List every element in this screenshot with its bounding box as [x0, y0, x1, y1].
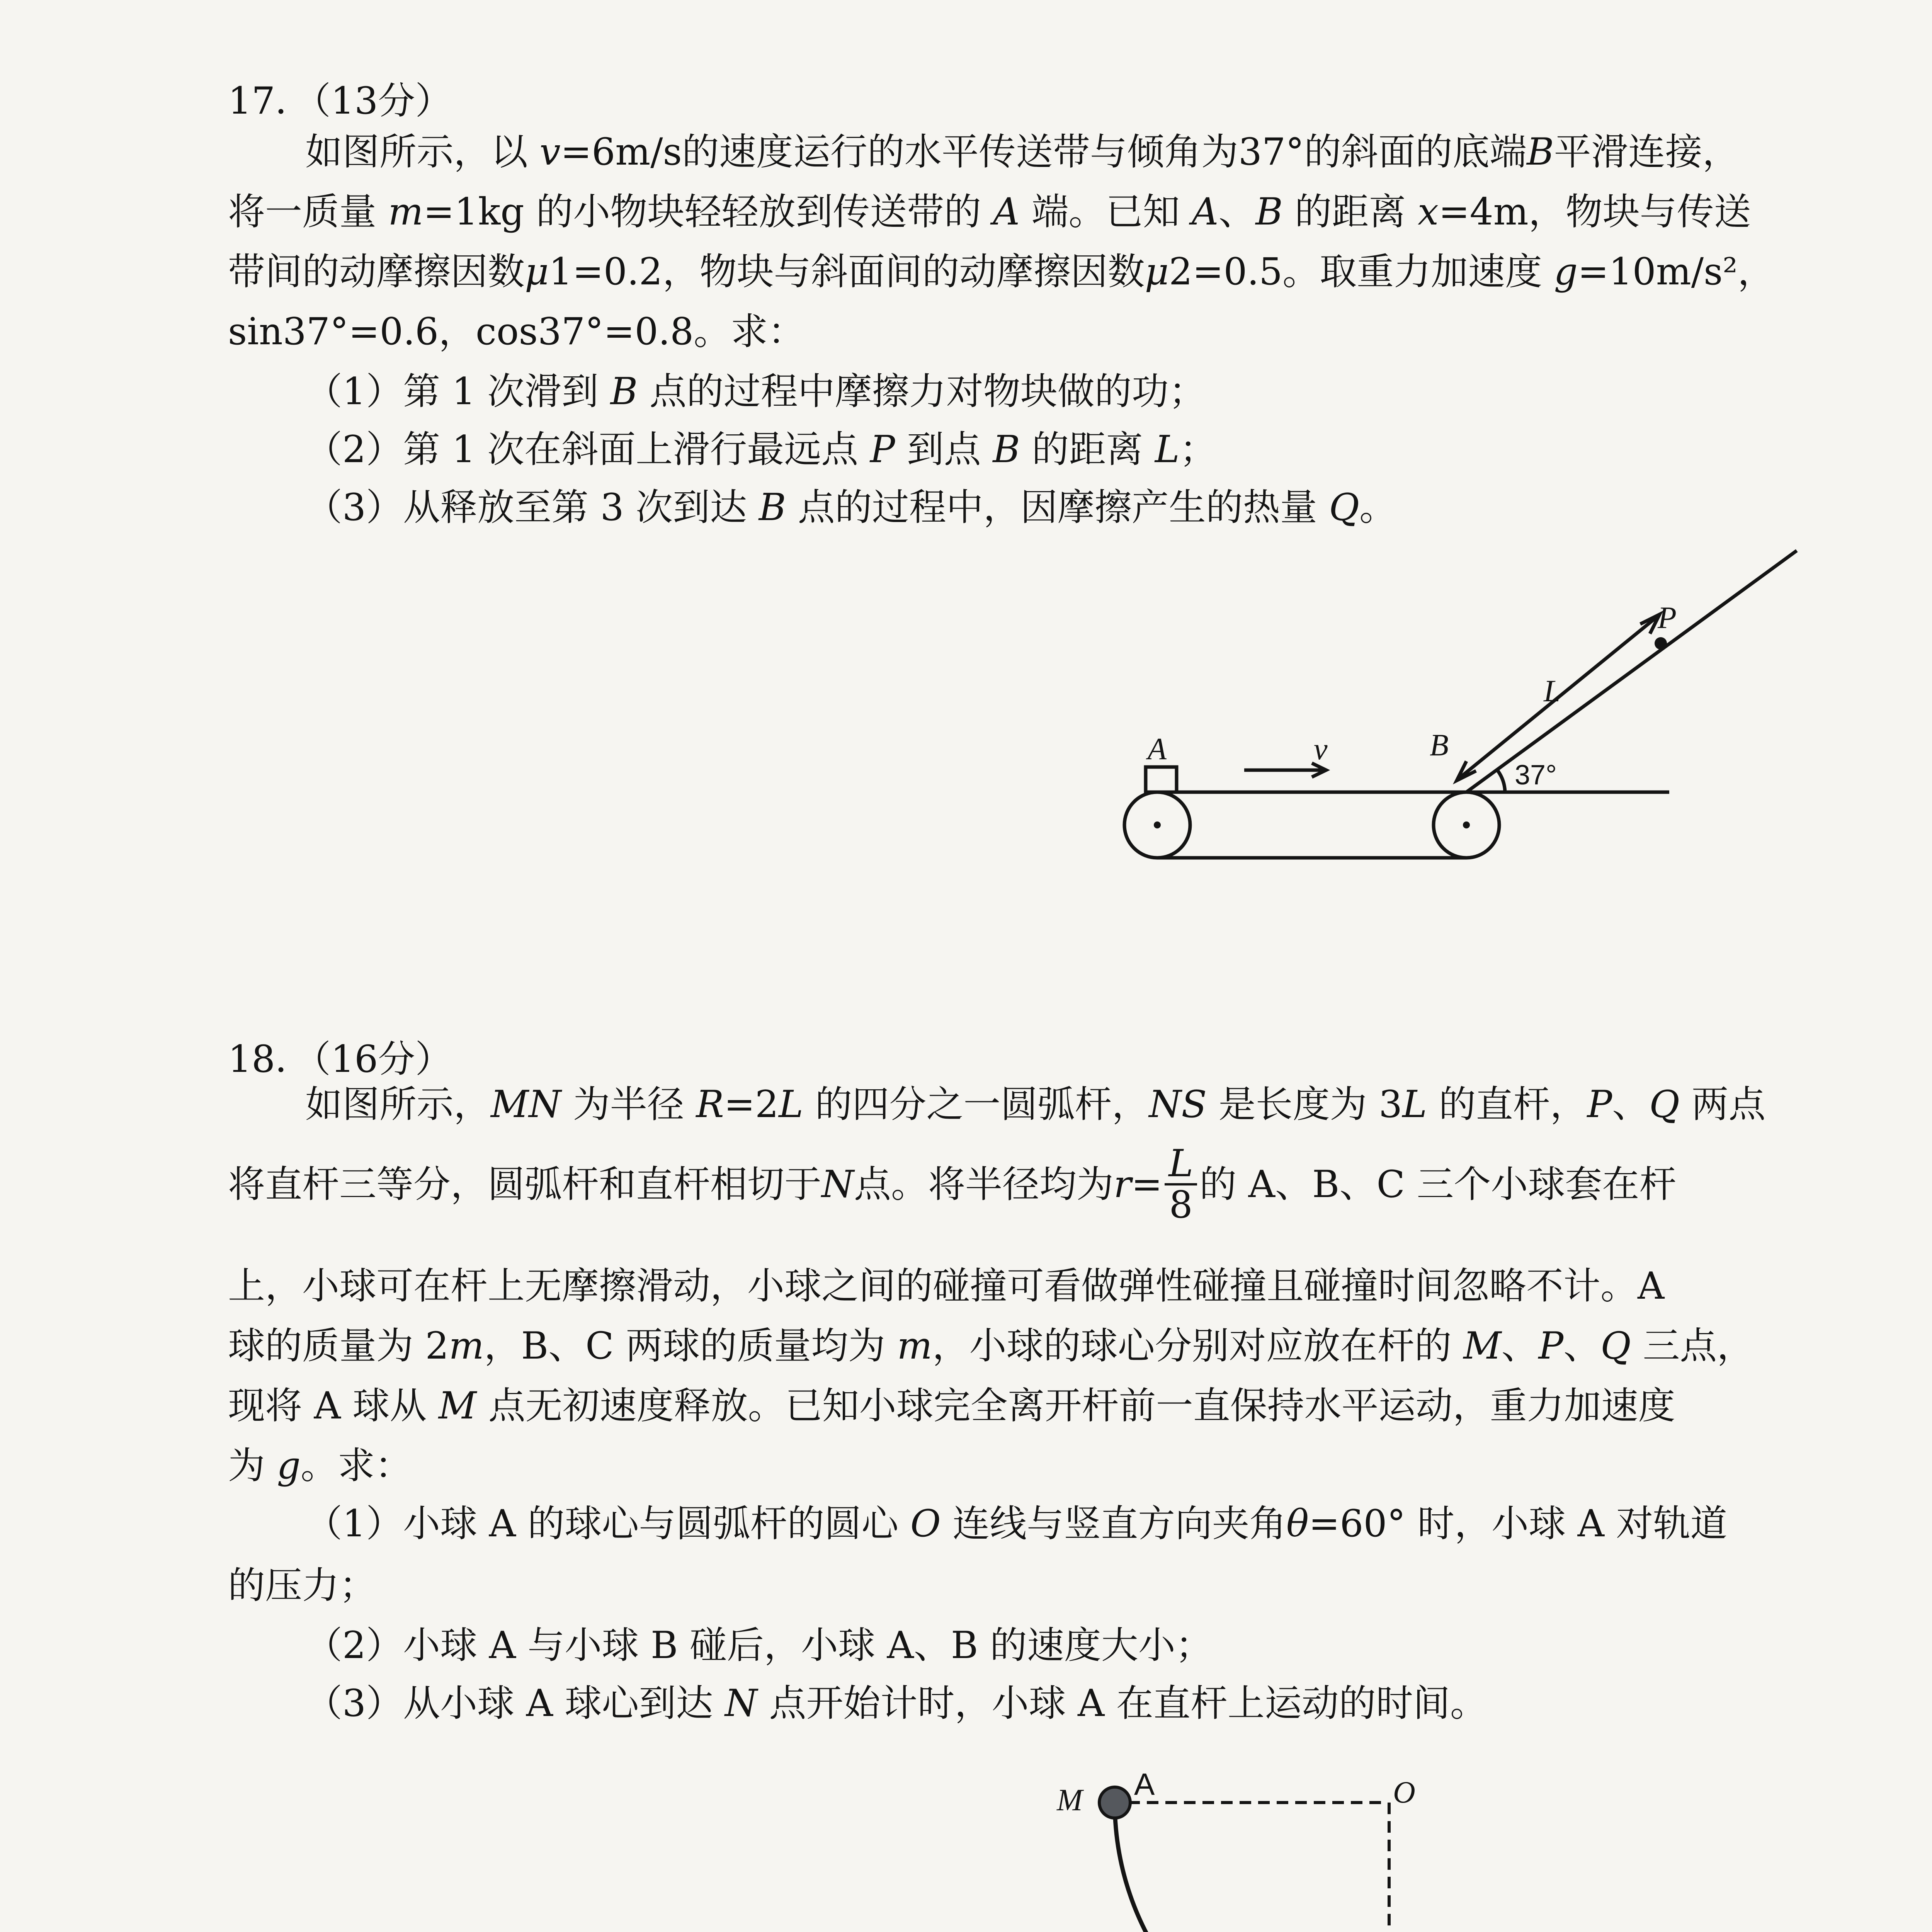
label-m: M [1057, 1783, 1083, 1817]
fraction-l-over-8: $\frac{L}{8}$ [1165, 1144, 1197, 1225]
dimension-arrow-P [1640, 614, 1660, 634]
q18-line-3: 上，小球可在杆上无摩擦滑动，小球之间的碰撞可看做弹性碰撞且碰撞时间忽略不计。A [228, 1264, 1665, 1308]
dimension-line-L [1459, 616, 1658, 779]
left-pulley-axle [1154, 821, 1161, 828]
angle-arc [1497, 770, 1505, 792]
ball-a [1099, 1787, 1130, 1818]
q18-sub-1-cont: 的压力； [228, 1564, 376, 1607]
q17-line-2: 将一质量 m=1kg 的小物块轻轻放到传送带的 A 端。已知 A、B 的距离 x=4m，物块与传送 [228, 190, 1751, 233]
q18-sub-1: （1）小球 A 的球心与圆弧杆的圆心 O 连线与竖直方向夹角θ=60° 时，小球 A 对轨道 [305, 1502, 1728, 1545]
q18-heading: 18．（16分） [228, 1037, 452, 1081]
label-p: P [1658, 601, 1677, 635]
q18-line-4: 球的质量为 2m，B、C 两球的质量均为 m，小球的球心分别对应放在杆的 M、P、Q 三点， [228, 1324, 1754, 1367]
label-o: O [1393, 1776, 1415, 1810]
q17-sub-1: （1）第 1 次滑到 B 点的过程中摩擦力对物块做的功； [305, 370, 1206, 413]
q18-sub-3: （3）从小球 A 球心到达 N 点开始计时，小球 A 在直杆上运动的时间。 [305, 1682, 1487, 1725]
q18-line-1: 如图所示，MN 为半径 R=2L 的四分之一圆弧杆，NS 是长度为 3L 的直杆，P、Q 两点 [305, 1083, 1766, 1126]
incline [1466, 551, 1797, 792]
label-angle: 37° [1515, 760, 1557, 791]
q17-sub-2: （2）第 1 次在斜面上滑行最远点 P 到点 B 的距离 L； [305, 428, 1217, 471]
point-p-dot [1655, 637, 1667, 650]
label-a: A [1148, 732, 1167, 766]
q18-line-5: 现将 A 球从 M 点无初速度释放。已知小球完全离开杆前一直保持水平运动，重力加速度 [228, 1384, 1675, 1427]
q18-sub-2: （2）小球 A 与小球 B 碰后，小球 A、B 的速度大小； [305, 1624, 1213, 1667]
q18-line-6: 为 g。求： [228, 1444, 412, 1487]
label-v: v [1314, 732, 1328, 766]
label-ball-a: A [1134, 1767, 1155, 1801]
label-b: B [1430, 728, 1449, 762]
q17-line-1: 如图所示，以 v=6m/s的速度运行的水平传送带与倾角为37°的斜面的底端B平滑连接， [305, 130, 1740, 173]
left-pulley [1124, 792, 1190, 858]
q17-line-4: sin37°=0.6，cos37°=0.8。求： [228, 310, 805, 353]
q17-line-3: 带间的动摩擦因数μ1=0.2，物块与斜面间的动摩擦因数μ2=0.5。取重力加速度 g=10m/s²， [228, 250, 1775, 293]
q18-line-2: 将直杆三等分，圆弧杆和直杆相切于 N 点。将半径均为 r = $\frac{L}{8}$ 的 A、B、C 三个小球套在杆 [228, 1142, 1677, 1226]
q17-sub-3: （3）从释放至第 3 次到达 B 点的过程中，因摩擦产生的热量 Q。 [305, 486, 1396, 529]
quarter-arc-rod [1115, 1803, 1389, 1932]
right-pulley-axle [1463, 821, 1470, 828]
dimension-arrow-B [1457, 761, 1476, 781]
velocity-arrowhead [1312, 763, 1326, 777]
label-l: L [1544, 674, 1561, 708]
block-a [1146, 767, 1177, 792]
q17-heading: 17．（13分） [228, 79, 452, 122]
right-pulley [1434, 792, 1499, 858]
